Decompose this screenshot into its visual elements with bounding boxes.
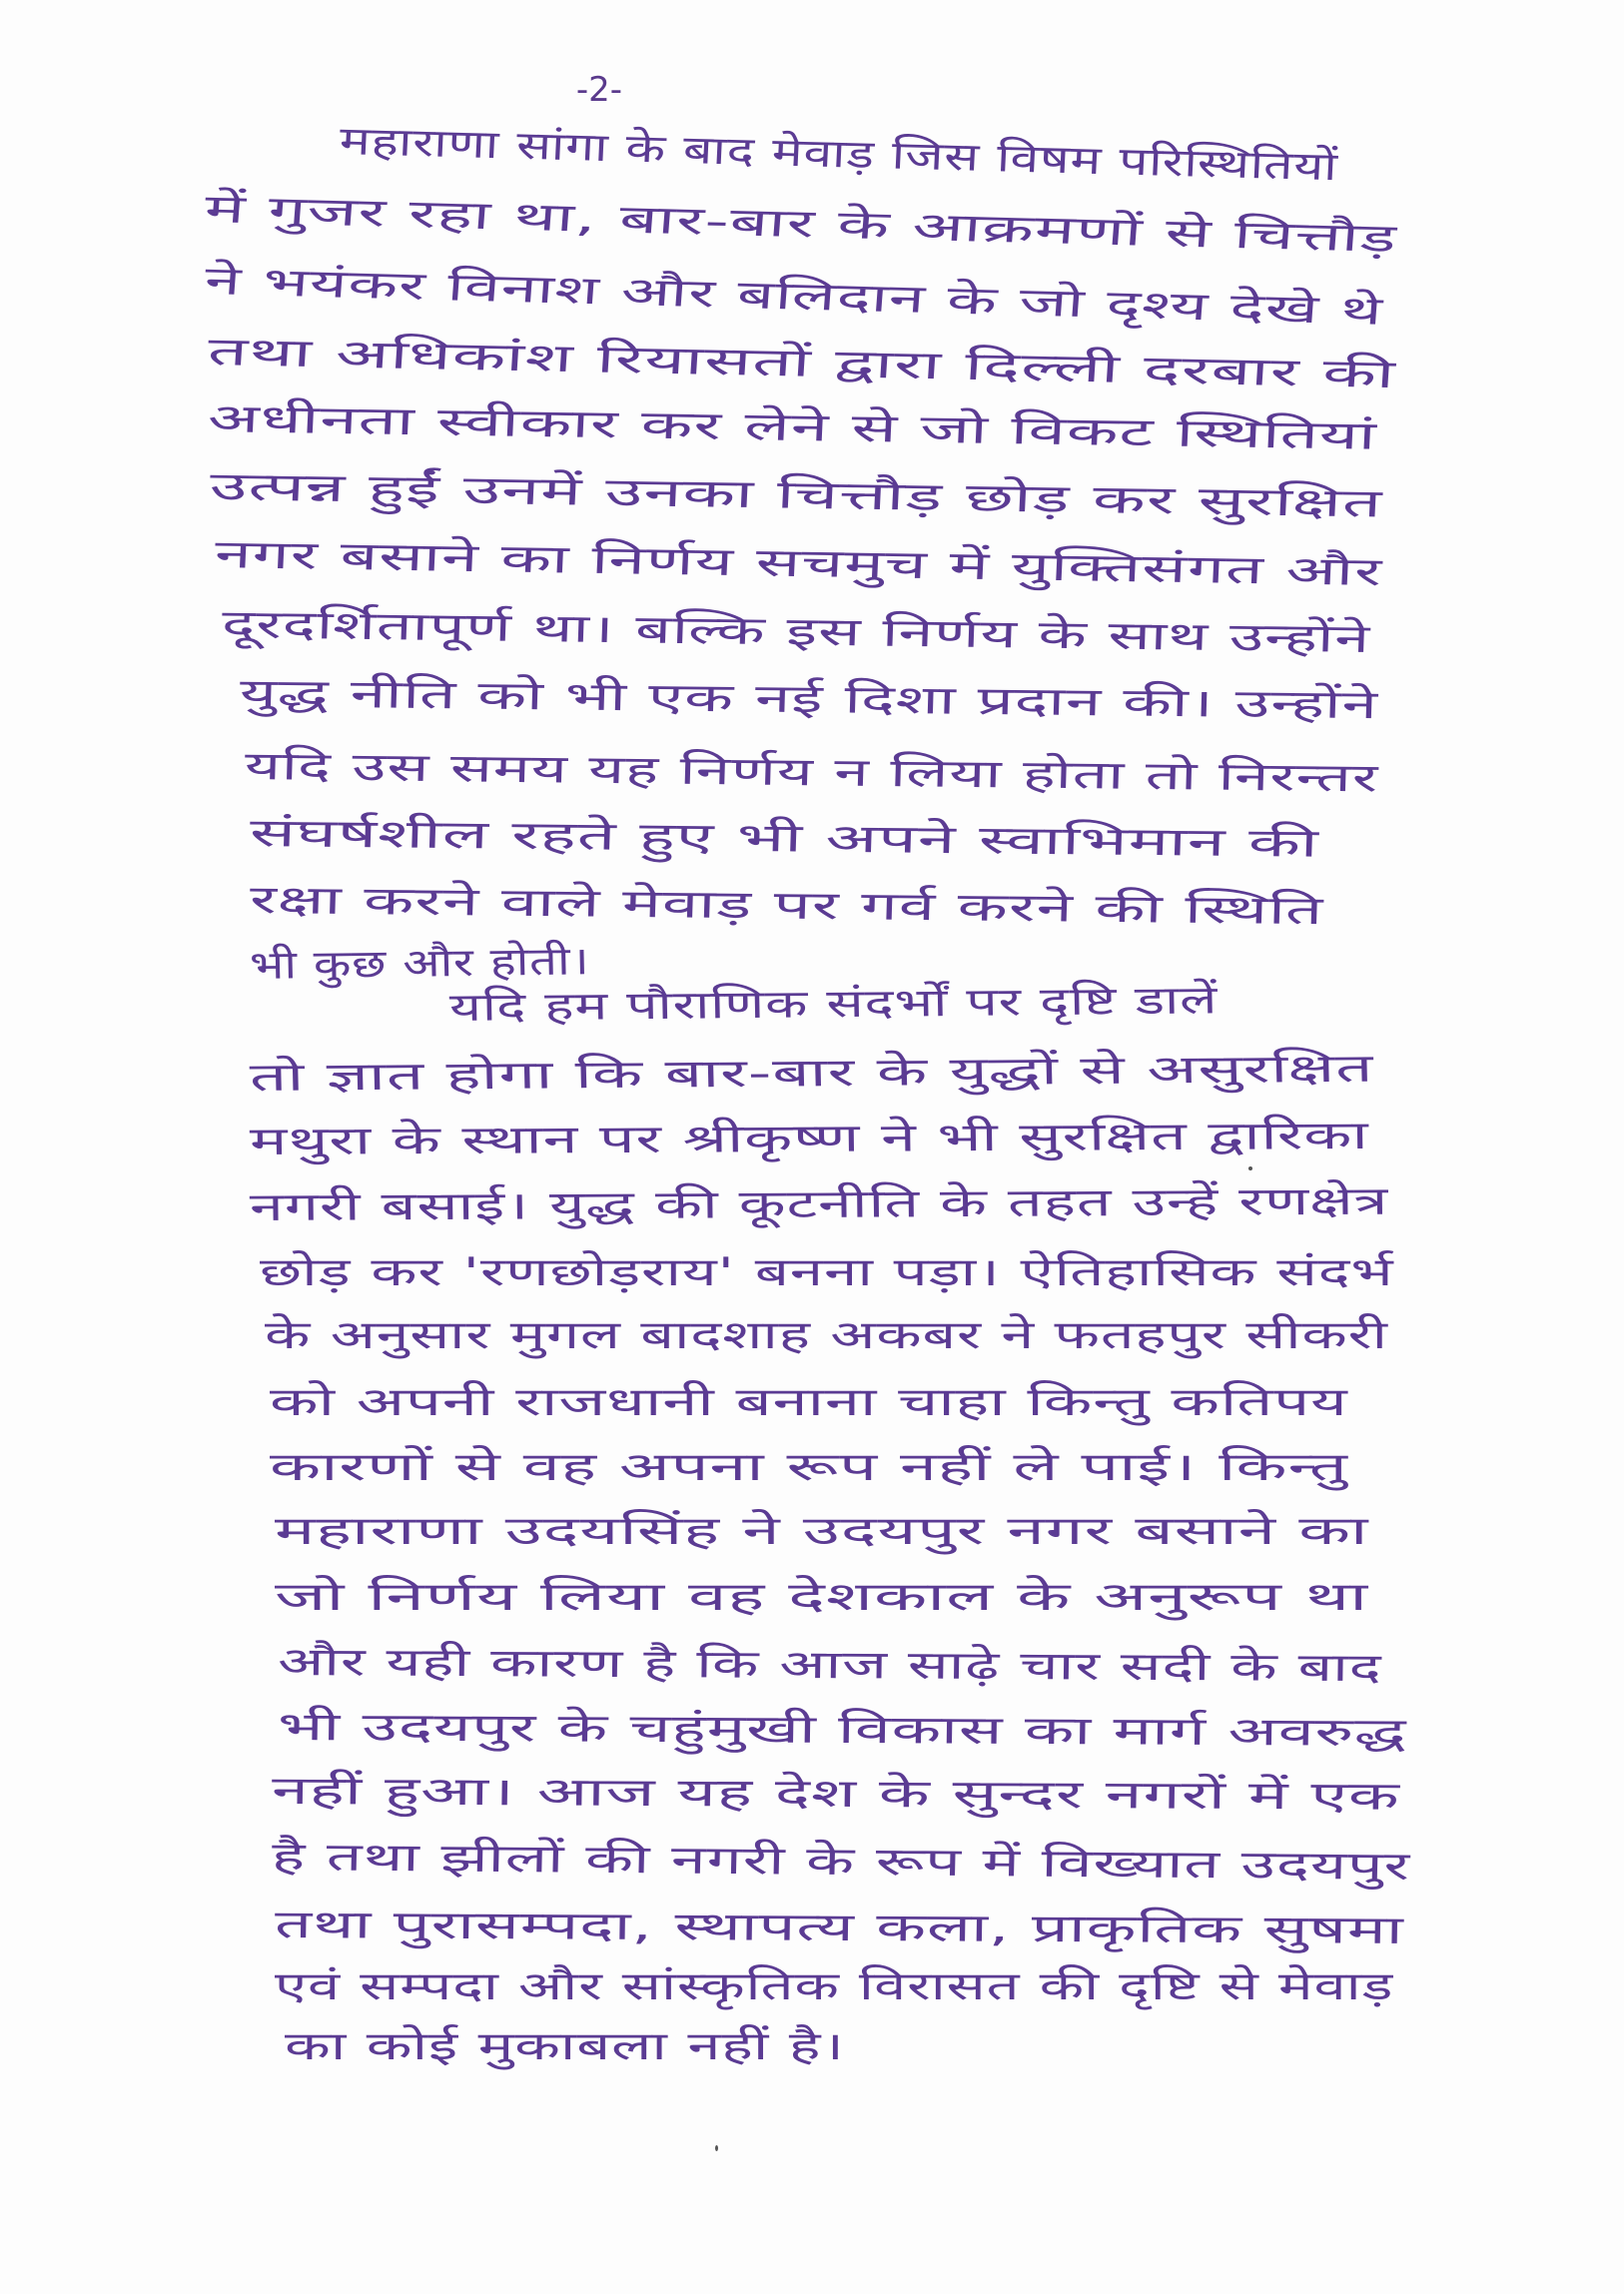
handwritten-line: भी कुछ और होती। [249, 939, 590, 989]
handwritten-line: का कोई मुकाबला नहीं है। [285, 2024, 845, 2069]
handwritten-line: दूरदर्शितापूर्ण था। बल्कि इस निर्णय के साथ उन्होंने [221, 602, 1371, 662]
handwritten-line: छोड़ कर 'रणछोड़राय' बनना पड़ा। ऐतिहासिक संदर्भ [260, 1250, 1394, 1295]
handwritten-line: के अनुसार मुगल बादशाह अकबर ने फतहपुर सीकरी [265, 1313, 1388, 1358]
handwritten-line: यदि हम पौराणिक संदर्भों पर दृष्टि डालें [448, 978, 1218, 1031]
handwritten-line: उत्पन्न हुईं उनमें उनका चित्तौड़ छोड़ कर सुरक्षित [208, 464, 1384, 527]
handwritten-line: में गुजर रहा था, बार-बार के आक्रमणों से चित्तौड़ [203, 187, 1399, 263]
handwritten-line: महाराणा उदयसिंह ने उदयपुर नगर बसाने का [275, 1509, 1369, 1554]
handwritten-line: नगर बसाने का निर्णय सचमुच में युक्तिसंगत और [213, 532, 1383, 596]
handwritten-line: तथा पुरासम्पदा, स्थापत्य कला, प्राकृतिक सुषमा [274, 1903, 1404, 1953]
handwritten-line: नहीं हुआ। आज यह देश के सुन्दर नगरों में एक [271, 1769, 1401, 1820]
handwritten-line: नगरी बसाई। युद्ध की कूटनीति के तहत उन्हें रणक्षेत्र [249, 1178, 1389, 1230]
handwritten-line: और यही कारण है कि आज साढ़े चार सदी के बाद [277, 1640, 1382, 1692]
handwritten-line: महाराणा सांगा के बाद मेवाड़ जिस विषम परिस्थितियों [338, 119, 1339, 191]
ink-speck [715, 2145, 718, 2151]
handwritten-line: कारणों से वह अपना रूप नहीं ले पाई। किन्तु [270, 1445, 1348, 1490]
handwritten-line: तथा अधिकांश रियासतों द्वारा दिल्ली दरबार की [206, 330, 1397, 398]
handwritten-line: भी उदयपुर के चहुंमुखी विकास का मार्ग अवरुद्ध [277, 1705, 1407, 1756]
handwritten-line: को अपनी राजधानी बनाना चाहा किन्तु कतिपय [270, 1380, 1348, 1425]
handwritten-line: है तथा झीलों की नगरी के रूप में विख्यात उदयपुर [271, 1835, 1411, 1890]
ink-speck [1248, 1166, 1252, 1170]
handwritten-line: रक्षा करने वाले मेवाड़ पर गर्व करने की स्थिति [249, 878, 1324, 935]
handwritten-line: तो ज्ञात होगा कि बार-बार के युद्धों से असुरक्षित [249, 1046, 1374, 1101]
handwritten-line: यदि उस समय यह निर्णय न लिया होता तो निरन्तर [244, 744, 1379, 802]
handwritten-line: एवं सम्पदा और सांस्कृतिक विरासत की दृष्टि से मेवाड़ [275, 1964, 1394, 2009]
handwritten-line: संघर्षशील रहते हुए भी अपने स्वाभिमान की [249, 811, 1320, 867]
handwritten-line: अधीनता स्वीकार कर लेने से जो विकट स्थितियां [206, 396, 1378, 459]
handwritten-line: ने भयंकर विनाश और बलिदान के जो दृश्य देखे थे [203, 259, 1385, 335]
handwritten-line: जो निर्णय लिया वह देशकाल के अनुरूप था [275, 1575, 1368, 1620]
handwritten-line: युद्ध नीति को भी एक नई दिशा प्रदान की। उन्होंने [239, 671, 1379, 729]
page-number: -2- [575, 70, 623, 110]
handwritten-line: मथुरा के स्थान पर श्रीकृष्ण ने भी सुरक्षित द्वारिका [249, 1113, 1369, 1164]
